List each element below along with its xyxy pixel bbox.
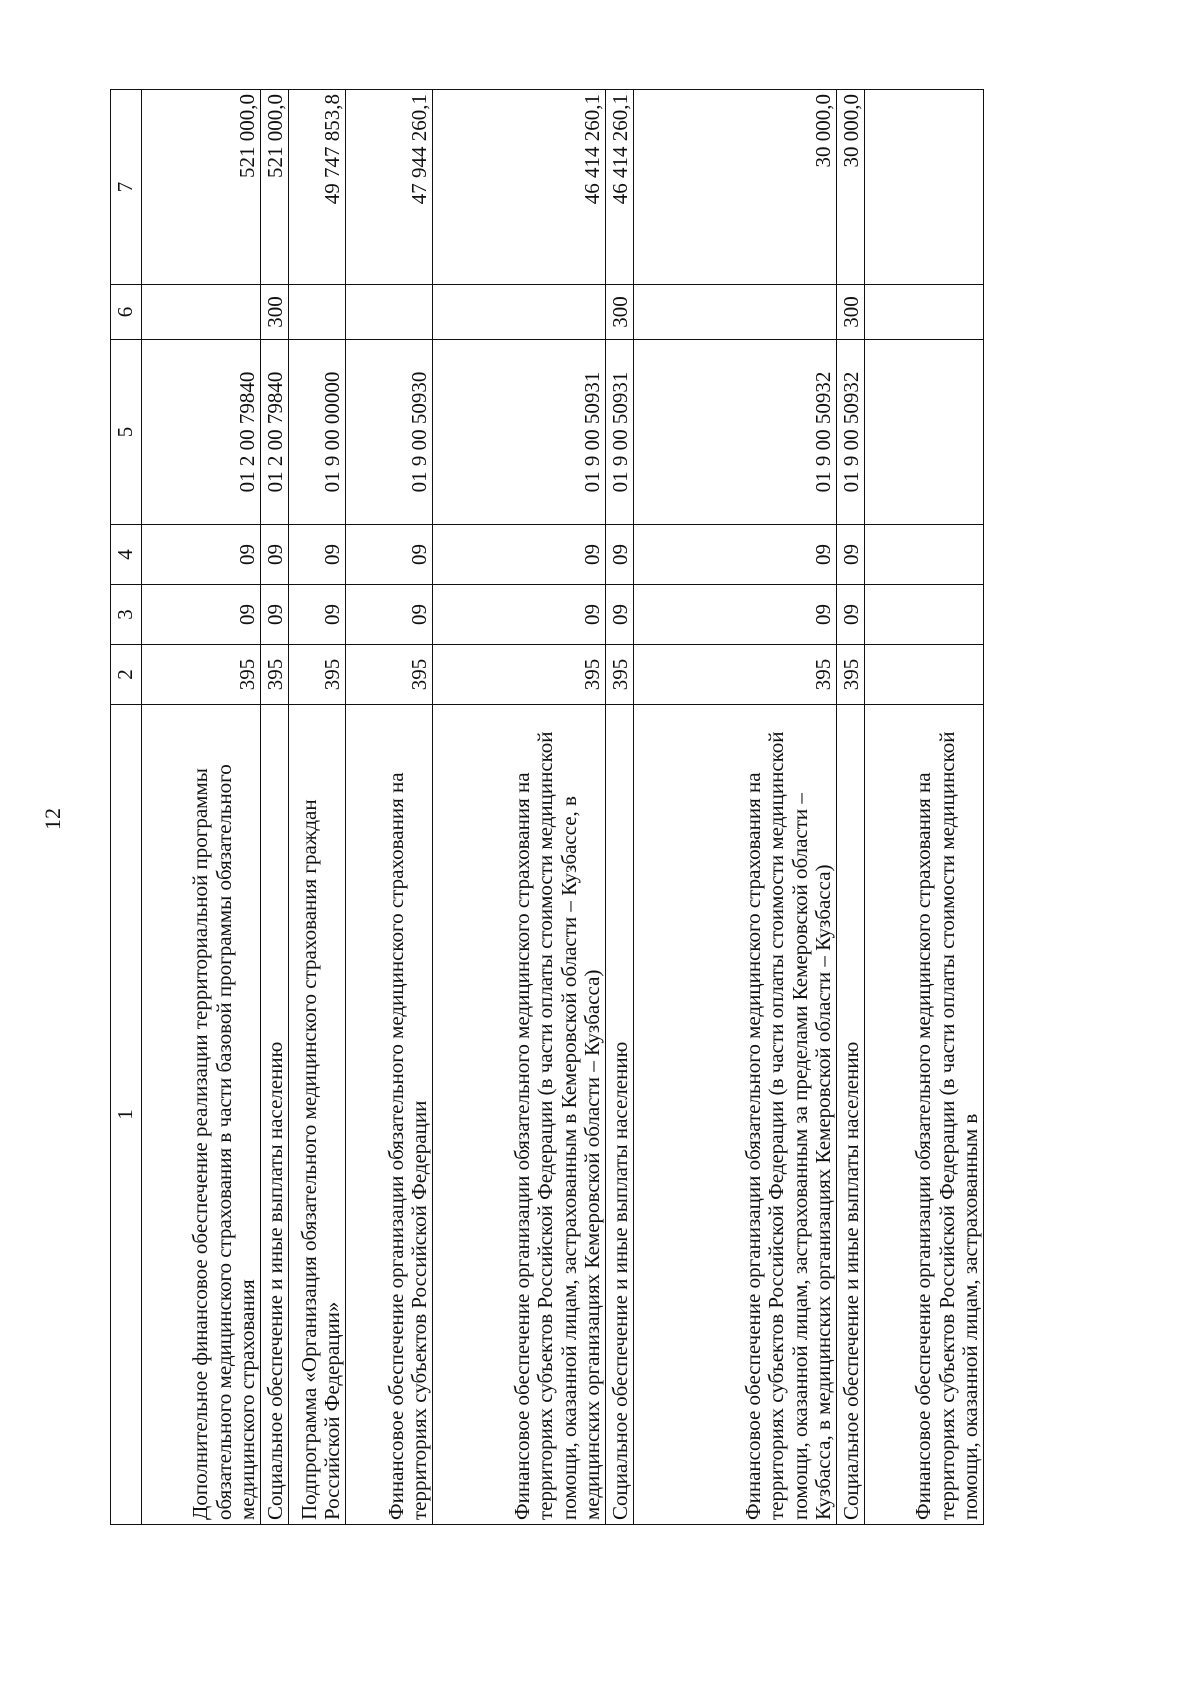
row-subsection: 09 (346, 525, 433, 585)
row-amount: 47 944 260,1 (346, 90, 433, 285)
row-subsection: 09 (837, 525, 865, 585)
row-expense-type (865, 285, 984, 340)
column-header: 3 (111, 585, 142, 645)
row-subsection: 09 (289, 525, 346, 585)
row-target-article (865, 340, 984, 525)
row-section: 09 (142, 585, 261, 645)
column-header: 4 (111, 525, 142, 585)
table-row (606, 90, 634, 1525)
row-amount: 521 000,0 (261, 90, 289, 285)
column-header: 5 (111, 340, 142, 525)
row-name: Финансовое обеспечение организации обязательного медицинского страхования на территориях субъектов Российской Федерации (в части оплаты стоимости медицинской помощи, оказанной лицам, застрахованным за пределами Кемеровской области – Кузбасса, в медицинских организациях Кемеровской области – Кузбасса) (634, 705, 837, 1525)
column-header: 1 (111, 705, 142, 1525)
row-subsection: 09 (634, 525, 837, 585)
column-header: 7 (111, 90, 142, 285)
row-expense-type (433, 285, 606, 340)
table-row (261, 90, 289, 1525)
row-target-article: 01 2 00 79840 (261, 340, 289, 525)
row-name: Финансовое обеспечение организации обязательного медицинского страхования на территориях субъектов Российской Федерации (в части оплаты стоимости медицинской помощи, оказанной лицам, застрахованным в (865, 705, 984, 1525)
row-subsection: 09 (261, 525, 289, 585)
row-expense-type (289, 285, 346, 340)
table-row (433, 90, 606, 1525)
row-name: Социальное обеспечение и иные выплаты населению (606, 705, 634, 1525)
row-name: Социальное обеспечение и иные выплаты населению (261, 705, 289, 1525)
page-number: 12 (40, 808, 65, 830)
row-section: 09 (433, 585, 606, 645)
row-expense-type (142, 285, 261, 340)
row-code: 395 (261, 645, 289, 705)
column-header: 2 (111, 645, 142, 705)
row-section: 09 (289, 585, 346, 645)
row-amount: 46 414 260,1 (433, 90, 606, 285)
row-target-article: 01 9 00 50932 (634, 340, 837, 525)
row-name: Социальное обеспечение и иные выплаты населению (837, 705, 865, 1525)
table-row (346, 90, 433, 1525)
table-row (142, 90, 261, 1525)
rotated-table-wrapper (110, 90, 983, 1525)
table-row (865, 90, 984, 1525)
column-header: 6 (111, 285, 142, 340)
row-code: 395 (433, 645, 606, 705)
row-code: 395 (606, 645, 634, 705)
row-subsection: 09 (433, 525, 606, 585)
row-code: 395 (837, 645, 865, 705)
row-code: 395 (142, 645, 261, 705)
row-target-article: 01 9 00 50931 (433, 340, 606, 525)
row-name: Финансовое обеспечение организации обязательного медицинского страхования на территориях субъектов Российской Федерации (346, 705, 433, 1525)
row-code: 395 (289, 645, 346, 705)
row-code: 395 (634, 645, 837, 705)
row-section: 09 (606, 585, 634, 645)
row-expense-type (634, 285, 837, 340)
row-section (865, 585, 984, 645)
row-section: 09 (346, 585, 433, 645)
row-target-article: 01 9 00 50932 (837, 340, 865, 525)
row-amount: 46 414 260,1 (606, 90, 634, 285)
row-subsection (865, 525, 984, 585)
row-amount: 521 000,0 (142, 90, 261, 285)
row-section: 09 (837, 585, 865, 645)
table-row (634, 90, 837, 1525)
row-target-article: 01 2 00 79840 (142, 340, 261, 525)
row-name: Подпрограмма «Организация обязательного медицинского страхования граждан Российской Федерации» (289, 705, 346, 1525)
table-row (837, 90, 865, 1525)
row-subsection: 09 (606, 525, 634, 585)
row-name: Финансовое обеспечение организации обязательного медицинского страхования на территориях субъектов Российской Федерации (в части оплаты стоимости медицинской помощи, оказанной лицам, застрахованным в Кемеровской области – Кузбассе, в медицинских организациях Кемеровской области – Кузбасса) (433, 705, 606, 1525)
budget-table (110, 89, 984, 1525)
row-amount: 49 747 853,8 (289, 90, 346, 285)
row-section: 09 (634, 585, 837, 645)
row-code: 395 (346, 645, 433, 705)
row-code (865, 645, 984, 705)
row-section: 09 (261, 585, 289, 645)
row-expense-type: 300 (261, 285, 289, 340)
row-target-article: 01 9 00 50930 (346, 340, 433, 525)
row-expense-type: 300 (606, 285, 634, 340)
row-target-article: 01 9 00 00000 (289, 340, 346, 525)
row-expense-type (346, 285, 433, 340)
row-target-article: 01 9 00 50931 (606, 340, 634, 525)
row-subsection: 09 (142, 525, 261, 585)
row-expense-type: 300 (837, 285, 865, 340)
row-amount (865, 90, 984, 285)
table-row (289, 90, 346, 1525)
table-header-row (111, 90, 142, 1525)
row-name: Дополнительное финансовое обеспечение реализации территориальной программы обязательного медицинского страхования в части базовой программы обязательного медицинского страхования (142, 705, 261, 1525)
row-amount: 30 000,0 (837, 90, 865, 285)
row-amount: 30 000,0 (634, 90, 837, 285)
